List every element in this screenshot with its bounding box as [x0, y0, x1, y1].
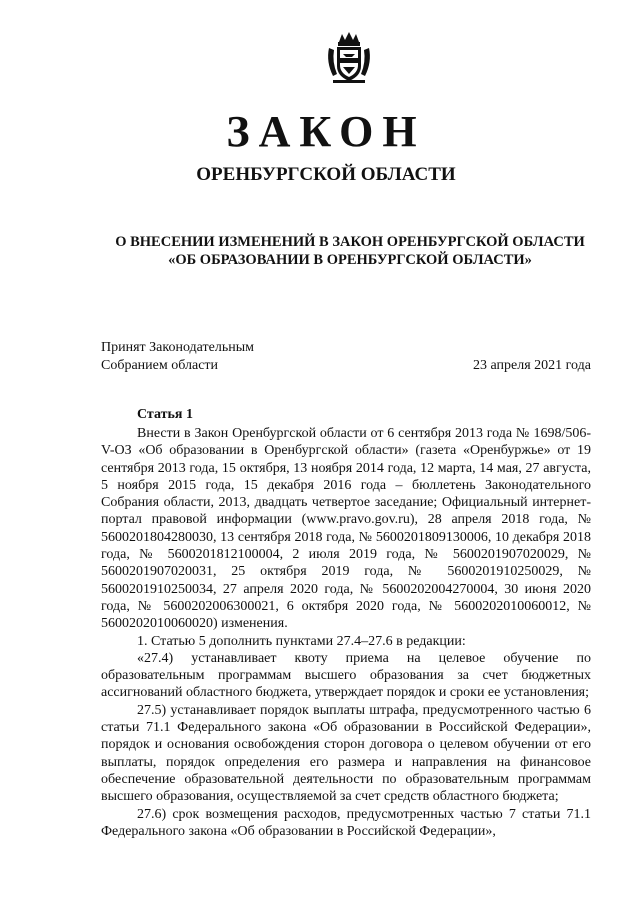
law-subject	[60, 233, 640, 269]
adoption-date: 23 апреля 2021 года	[473, 358, 591, 373]
law-subject-line: О ВНЕСЕНИИ ИЗМЕНЕНИЙ В ЗАКОН ОРЕНБУРГСКОЙ ОБЛАСТИ	[115, 234, 585, 250]
article-paragraph: 27.6) срок возмещения расходов, предусмотренных частью 7 статьи 71.1 Федерального закона «Об образовании в Российской Федерации»,	[101, 806, 591, 839]
article-paragraph: 1. Статью 5 дополнить пунктами 27.4–27.6 в редакции:	[137, 633, 466, 649]
law-subject-line: «ОБ ОБРАЗОВАНИИ В ОРЕНБУРГСКОЙ ОБЛАСТИ»	[168, 252, 532, 268]
article-heading: Статья 1	[137, 407, 193, 422]
adoption-statement	[101, 339, 254, 375]
coat-of-arms-icon	[325, 32, 373, 84]
article-paragraph: 27.5) устанавливает порядок выплаты штрафа, предусмотренного частью 6 статьи 71.1 Федерального закона «Об образовании в Российской Федерации», порядок и основания освобождения сторон договора о целевом обучении от его выплаты, порядок определения его размера и направления на финансовое обеспечение образовательной деятельности по образовательным программам высшего образования, осуществляемой за счет средств областного бюджета;	[101, 702, 591, 805]
article-paragraph: «27.4) устанавливает квоту приема на целевое обучение по образовательным программам высшего образования за счет бюджетных ассигнований областного бюджета, утверждает порядок и сроки ее установления;	[101, 650, 591, 701]
adoption-line: Собранием области	[101, 358, 219, 373]
article-paragraph: Внести в Закон Оренбургской области от 6 сентября 2013 года № 1698/506-V-ОЗ «Об образовании в Оренбургской области» (газета «Оренбуржье» от 19 сентября 2013 года, 15 октября, 13 ноября 2014 года, 12 марта, 14 мая, 27 августа, 5 ноября 2015 года, 15 декабря 2016 года – бюллетень Законодательного Собрания области, 2013, двадцать четвертое заседание; Официальный интернет-портал правовой информации (www.pravo.gov.ru), 28 апреля 2018 года, № 5600201804280030, 13 сентября 2018 года, № 5600201809130006, 10 декабря 2018 года, № 5600201812100004, 2 июля 2019 года, № 5600201907020029, № 5600201907020031, 25 октября 2019 года, № 5600201910250029, № 5600201910250034, 27 апреля 2020 года, № 5600202004270004, 30 июня 2020 года, № 5600202006300021, 6 октября 2020 года, № 5600202010060012, № 5600202010060020) изменения.	[101, 426, 591, 632]
adoption-line: Принят Законодательным	[101, 340, 254, 355]
law-title: ЗАКОН	[226, 107, 426, 156]
region-name: ОРЕНБУРГСКОЙ ОБЛАСТИ	[196, 164, 456, 185]
article-body	[101, 425, 591, 840]
